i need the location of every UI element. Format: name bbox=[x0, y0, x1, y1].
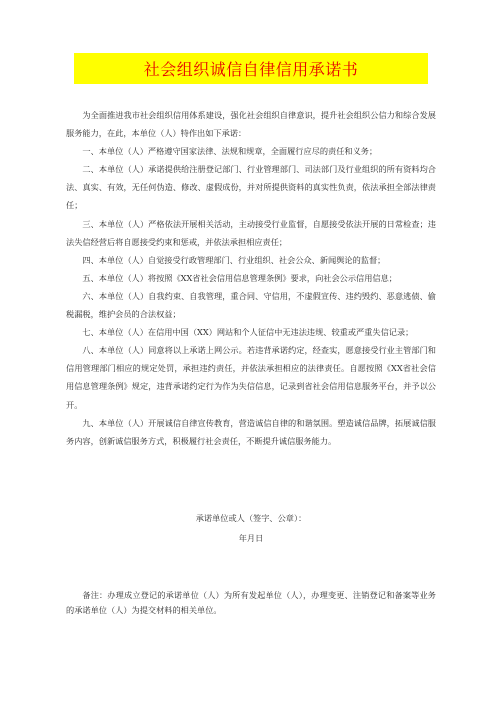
commitment-item-6: 六、本单位（人）自我约束、自我管理，重合同、守信用，不虚假宣传、违约毁约、恶意逃债、偷税漏税，维护会员的合法权益； bbox=[66, 290, 436, 320]
remark-note: 备注：办理成立登记的承诺单位（人）为所有发起单位（人），办理变更、注销登记和备案等业务的承诺单位（人）为提交材料的相关单位。 bbox=[66, 590, 436, 615]
intro-paragraph: 为全面推进我市社会组织信用体系建设，强化社会组织自律意识，提升社会组织公信力和综合发展服务能力，在此，本单位（人）特作出如下承诺： bbox=[66, 110, 436, 139]
commitment-item-5: 五、本单位（人）将按照《XX省社会信用信息管理条例》要求，向社会公示信用信息； bbox=[82, 272, 397, 283]
commitment-item-4: 四、本单位（人）自觉接受行政管理部门、行业组织、社会公众、新闻舆论的监督； bbox=[82, 254, 386, 265]
date-label: 年月日 bbox=[238, 533, 264, 543]
commitment-item-3: 三、本单位（人）严格依法开展相关活动，主动接受行业监督，自愿接受依法开展的日常检查；违法失信经营后将自愿接受约束和惩戒，并依法承担相应责任； bbox=[66, 218, 436, 247]
title-banner bbox=[74, 53, 428, 84]
commitment-item-2: 二、本单位（人）承诺提供给注册登记部门、行业管理部门、司法部门及行业组织的所有资料均合法、真实、有效，无任何伪造、修改、虚假成份，并对所提供资料的真实性负责，依法承担全部法律责任； bbox=[66, 164, 436, 211]
commitment-item-1: 一、本单位（人）严格遵守国家法律、法规和规章，全面履行应尽的责任和义务； bbox=[82, 146, 378, 157]
signature-label: 承诺单位或人（签字、公章）： bbox=[195, 513, 307, 523]
commitment-item-9: 九、本单位（人）开展诚信自律宣传教育，营造诚信自律的和谐氛围。塑造诚信品牌，拓展诚信服务内容，创新诚信服务方式，积极履行社会责任，不断提升诚信服务能力。 bbox=[66, 417, 436, 446]
document-body bbox=[66, 106, 436, 450]
commitment-item-8: 八、本单位（人）同意将以上承诺上网公示。若违背承诺约定，经查实，愿意接受行业主管部门和信用管理部门相应的规定处罚，承担违约责任，并依法承担相应的法律责任。自愿按照《XX省社会信用信息管理条例》规定，违背承诺约定行为作为失信信息，记录到省社会信用信息服务平台，并予以公开。 bbox=[66, 345, 436, 410]
document-title: 社会组织诚信自律信用承诺书 bbox=[143, 60, 359, 79]
commitment-item-7: 七、本单位（人）在信用中国（XX）网站和个人征信中无违法违规、较重或严重失信记录； bbox=[82, 327, 414, 338]
